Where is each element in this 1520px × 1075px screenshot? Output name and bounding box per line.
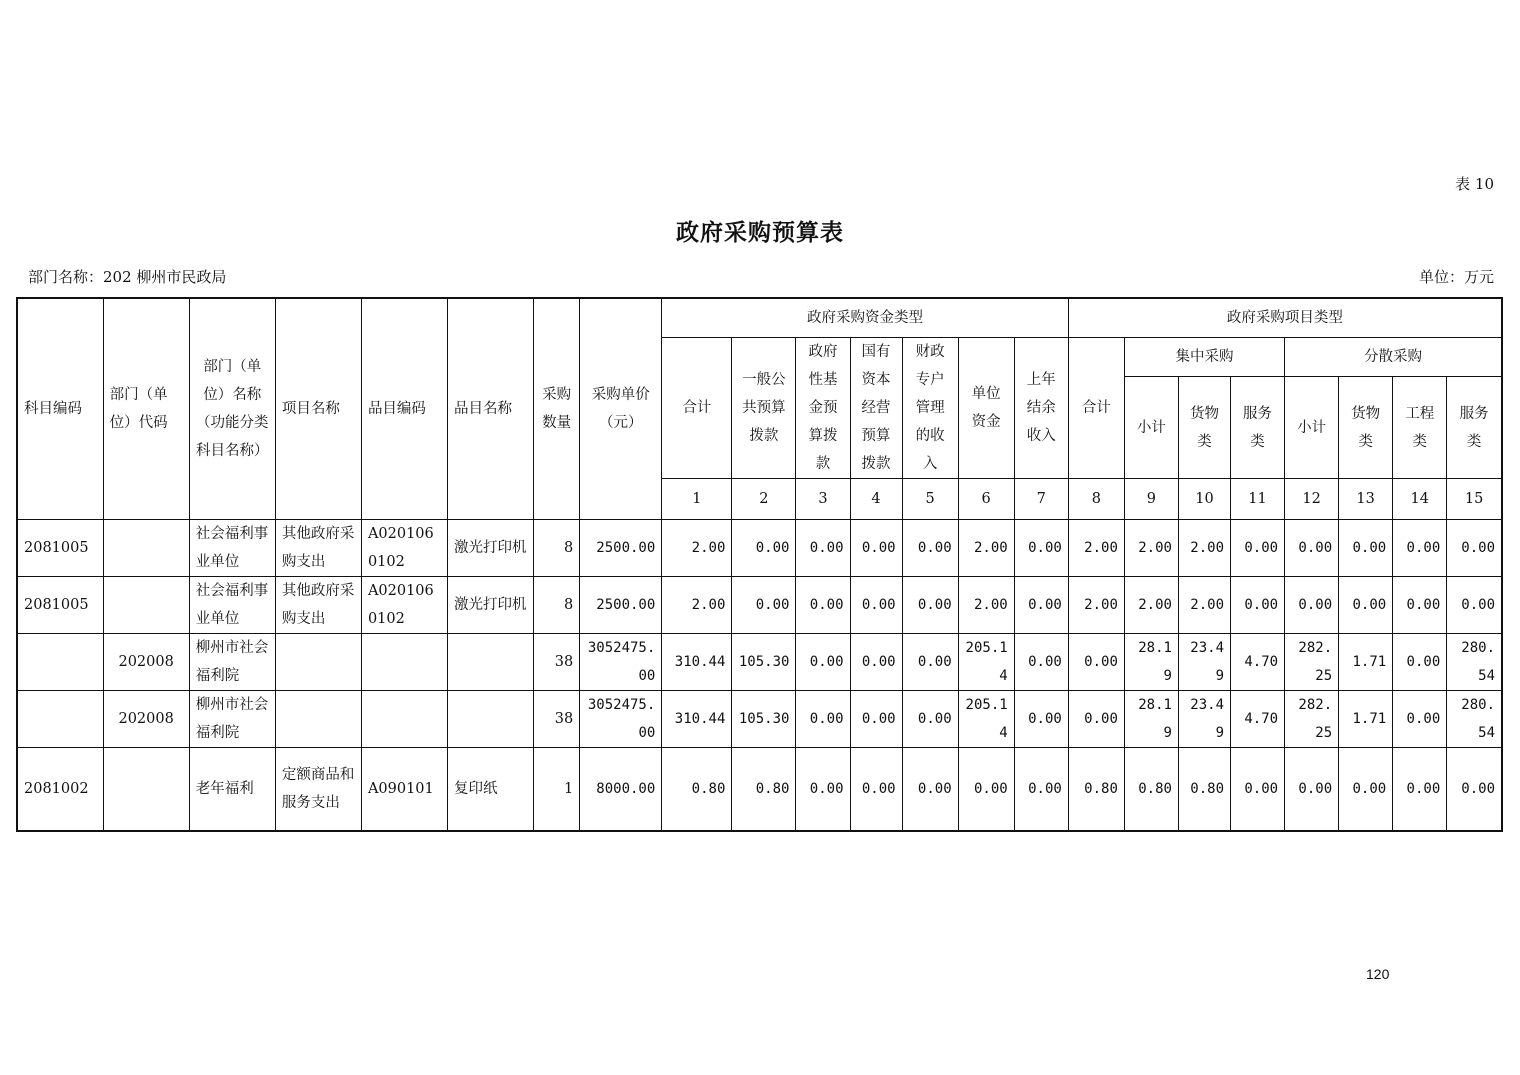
cell-value-3: 0.00	[796, 520, 850, 577]
cell-project-name: 其他政府采购支出	[275, 520, 361, 577]
cell-value-14: 0.00	[1393, 748, 1447, 831]
cell-value-9: 28.19	[1124, 634, 1178, 691]
cell-value-13: 1.71	[1339, 691, 1393, 748]
cell-value-7: 0.00	[1014, 691, 1068, 748]
cell-value-11: 4.70	[1231, 634, 1285, 691]
cell-value-2: 0.00	[732, 520, 796, 577]
cell-quantity: 8	[534, 577, 580, 634]
cell-value-15: 280.54	[1447, 691, 1502, 748]
cell-value-2: 105.30	[732, 634, 796, 691]
cell-value-11: 0.00	[1231, 577, 1285, 634]
cell-value-6: 205.14	[958, 634, 1014, 691]
cell-subject-code	[17, 634, 103, 691]
cell-dept-name: 老年福利	[189, 748, 275, 831]
cell-value-10: 23.49	[1178, 691, 1230, 748]
table-row	[17, 691, 1502, 748]
cell-value-7: 0.00	[1014, 634, 1068, 691]
header-dept-code: 部门（单位）代码	[103, 298, 189, 520]
cell-value-10: 0.80	[1178, 748, 1230, 831]
header-fund-type: 政府采购资金类型	[662, 298, 1069, 338]
header-unit-price: 采购单价（元）	[580, 298, 662, 520]
header-subject-code: 科目编码	[17, 298, 103, 520]
column-index-3: 3	[796, 479, 850, 520]
header-central-services: 服务类	[1231, 377, 1285, 479]
header-special-fiscal: 财政专户管理的收入	[902, 338, 958, 479]
unit-label: 单位：万元	[1418, 268, 1494, 286]
cell-value-10: 23.49	[1178, 634, 1230, 691]
header-centralized: 集中采购	[1124, 338, 1284, 377]
header-carryover: 上年结余收入	[1014, 338, 1068, 479]
cell-value-8: 0.00	[1068, 634, 1124, 691]
table-row	[17, 634, 1502, 691]
cell-subject-code: 2081005	[17, 577, 103, 634]
cell-value-6: 2.00	[958, 577, 1014, 634]
cell-value-13: 1.71	[1339, 634, 1393, 691]
cell-value-7: 0.00	[1014, 577, 1068, 634]
cell-value-4: 0.00	[850, 634, 902, 691]
column-index-12: 12	[1285, 479, 1339, 520]
cell-value-1: 0.80	[662, 748, 732, 831]
cell-value-3: 0.00	[796, 634, 850, 691]
cell-value-14: 0.00	[1393, 577, 1447, 634]
cell-value-12: 282.25	[1285, 691, 1339, 748]
header-quantity: 采购数量	[534, 298, 580, 520]
column-index-9: 9	[1124, 479, 1178, 520]
cell-value-7: 0.00	[1014, 520, 1068, 577]
header-project-total: 合计	[1068, 338, 1124, 479]
cell-value-9: 28.19	[1124, 691, 1178, 748]
table-header	[17, 298, 1502, 520]
cell-subject-code	[17, 691, 103, 748]
cell-value-13: 0.00	[1339, 577, 1393, 634]
cell-value-9: 0.80	[1124, 748, 1178, 831]
cell-unit-price: 2500.00	[580, 520, 662, 577]
cell-value-9: 2.00	[1124, 577, 1178, 634]
page-title: 政府采购预算表	[676, 219, 844, 246]
cell-project-name: 其他政府采购支出	[275, 577, 361, 634]
table-body	[17, 520, 1502, 831]
column-index-14: 14	[1393, 479, 1447, 520]
cell-value-5: 0.00	[902, 577, 958, 634]
cell-value-8: 2.00	[1068, 520, 1124, 577]
cell-value-10: 2.00	[1178, 577, 1230, 634]
cell-value-1: 2.00	[662, 520, 732, 577]
cell-dept-code: 202008	[103, 691, 189, 748]
column-index-6: 6	[958, 479, 1014, 520]
cell-value-15: 0.00	[1447, 520, 1502, 577]
cell-value-14: 0.00	[1393, 520, 1447, 577]
column-index-2: 2	[732, 479, 796, 520]
cell-item-name: 复印纸	[448, 748, 534, 831]
cell-value-4: 0.00	[850, 577, 902, 634]
cell-value-11: 0.00	[1231, 748, 1285, 831]
cell-item-code	[361, 634, 447, 691]
cell-item-code: A0201060102	[361, 577, 447, 634]
cell-value-5: 0.00	[902, 748, 958, 831]
cell-unit-price: 3052475.00	[580, 691, 662, 748]
cell-value-10: 2.00	[1178, 520, 1230, 577]
cell-unit-price: 8000.00	[580, 748, 662, 831]
column-index-7: 7	[1014, 479, 1068, 520]
cell-value-15: 0.00	[1447, 748, 1502, 831]
header-state-capital: 国有资本经营预算拨款	[850, 338, 902, 479]
cell-value-3: 0.00	[796, 577, 850, 634]
table-number-label: 表 10	[1455, 175, 1494, 193]
cell-value-13: 0.00	[1339, 520, 1393, 577]
cell-item-name	[448, 634, 534, 691]
cell-value-14: 0.00	[1393, 634, 1447, 691]
column-index-1: 1	[662, 479, 732, 520]
cell-value-5: 0.00	[902, 691, 958, 748]
cell-value-13: 0.00	[1339, 748, 1393, 831]
cell-dept-name: 社会福利事业单位	[189, 520, 275, 577]
header-decentral-services: 服务类	[1447, 377, 1502, 479]
column-index-11: 11	[1231, 479, 1285, 520]
cell-value-12: 0.00	[1285, 748, 1339, 831]
cell-value-6: 0.00	[958, 748, 1014, 831]
header-decentral-engineering: 工程类	[1393, 377, 1447, 479]
cell-dept-name: 柳州市社会福利院	[189, 691, 275, 748]
cell-value-8: 0.80	[1068, 748, 1124, 831]
cell-value-1: 310.44	[662, 691, 732, 748]
column-index-13: 13	[1339, 479, 1393, 520]
cell-dept-code	[103, 748, 189, 831]
header-decentralized: 分散采购	[1285, 338, 1502, 377]
column-index-8: 8	[1068, 479, 1124, 520]
header-decentral-goods: 货物类	[1339, 377, 1393, 479]
cell-item-code	[361, 691, 447, 748]
cell-item-code: A090101	[361, 748, 447, 831]
cell-dept-code	[103, 520, 189, 577]
cell-value-9: 2.00	[1124, 520, 1178, 577]
cell-value-11: 0.00	[1231, 520, 1285, 577]
department-name: 部门名称：202 柳州市民政局	[28, 268, 227, 286]
column-index-10: 10	[1178, 479, 1230, 520]
cell-subject-code: 2081002	[17, 748, 103, 831]
header-central-subtotal: 小计	[1124, 377, 1178, 479]
cell-value-14: 0.00	[1393, 691, 1447, 748]
cell-item-name: 激光打印机	[448, 520, 534, 577]
cell-dept-code	[103, 577, 189, 634]
cell-value-15: 280.54	[1447, 634, 1502, 691]
cell-value-5: 0.00	[902, 520, 958, 577]
table-row	[17, 748, 1502, 831]
cell-project-name: 定额商品和服务支出	[275, 748, 361, 831]
table-row	[17, 577, 1502, 634]
cell-unit-price: 3052475.00	[580, 634, 662, 691]
cell-quantity: 1	[534, 748, 580, 831]
cell-quantity: 8	[534, 520, 580, 577]
header-unit-fund: 单位资金	[958, 338, 1014, 479]
cell-value-6: 2.00	[958, 520, 1014, 577]
header-item-name: 品目名称	[448, 298, 534, 520]
table-row	[17, 520, 1502, 577]
cell-value-4: 0.00	[850, 520, 902, 577]
cell-item-code: A0201060102	[361, 520, 447, 577]
cell-value-1: 2.00	[662, 577, 732, 634]
cell-value-12: 282.25	[1285, 634, 1339, 691]
column-index-4: 4	[850, 479, 902, 520]
cell-value-3: 0.00	[796, 748, 850, 831]
cell-value-5: 0.00	[902, 634, 958, 691]
cell-value-1: 310.44	[662, 634, 732, 691]
cell-value-8: 0.00	[1068, 691, 1124, 748]
cell-value-2: 0.80	[732, 748, 796, 831]
cell-value-6: 205.14	[958, 691, 1014, 748]
cell-dept-name: 柳州市社会福利院	[189, 634, 275, 691]
cell-value-15: 0.00	[1447, 577, 1502, 634]
header-decentral-subtotal: 小计	[1285, 377, 1339, 479]
cell-value-11: 4.70	[1231, 691, 1285, 748]
column-index-15: 15	[1447, 479, 1502, 520]
cell-value-2: 105.30	[732, 691, 796, 748]
cell-quantity: 38	[534, 634, 580, 691]
cell-quantity: 38	[534, 691, 580, 748]
cell-value-12: 0.00	[1285, 520, 1339, 577]
header-central-goods: 货物类	[1178, 377, 1230, 479]
cell-dept-name: 社会福利事业单位	[189, 577, 275, 634]
header-general-budget: 一般公共预算拨款	[732, 338, 796, 479]
header-item-code: 品目编码	[361, 298, 447, 520]
cell-value-7: 0.00	[1014, 748, 1068, 831]
cell-value-3: 0.00	[796, 691, 850, 748]
header-fund-total: 合计	[662, 338, 732, 479]
cell-item-name: 激光打印机	[448, 577, 534, 634]
cell-subject-code: 2081005	[17, 520, 103, 577]
cell-value-4: 0.00	[850, 748, 902, 831]
header-project-type: 政府采购项目类型	[1068, 298, 1502, 338]
cell-project-name	[275, 634, 361, 691]
cell-unit-price: 2500.00	[580, 577, 662, 634]
column-index-5: 5	[902, 479, 958, 520]
cell-value-2: 0.00	[732, 577, 796, 634]
cell-value-12: 0.00	[1285, 577, 1339, 634]
cell-project-name	[275, 691, 361, 748]
header-project-name: 项目名称	[275, 298, 361, 520]
cell-item-name	[448, 691, 534, 748]
header-gov-fund: 政府性基金预算拨款	[796, 338, 850, 479]
header-dept-name: 部门（单位）名称（功能分类科目名称）	[189, 298, 275, 520]
cell-value-8: 2.00	[1068, 577, 1124, 634]
cell-value-4: 0.00	[850, 691, 902, 748]
cell-dept-code: 202008	[103, 634, 189, 691]
page-number: 120	[1366, 966, 1390, 982]
procurement-budget-table	[16, 297, 1503, 832]
